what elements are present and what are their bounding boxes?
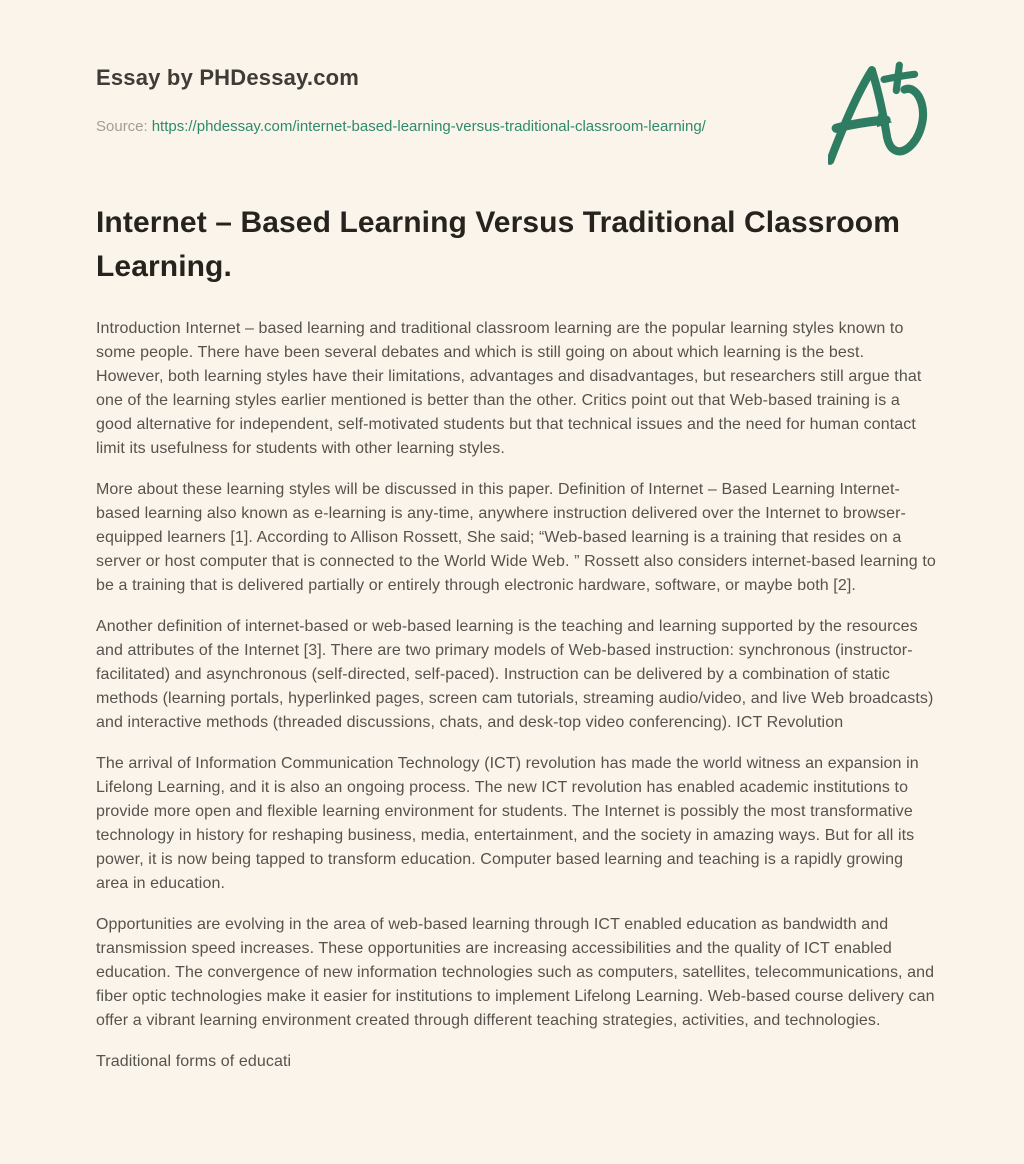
phdessay-logo: [828, 58, 932, 170]
essay-paragraph: Introduction Internet – based learning and traditional classroom learning are the popular learning styles known to some people. There have been several debates and which is still going on about which learning is the best. However, both learning styles have their limitations, advantages and disadvantages, but researchers still argue that one of the learning styles earlier mentioned is better than the other. Critics point out that Web-based training is a good alternative for independent, self-motivated students but that technical issues and the need for human contact limit its usefulness for students with other learning styles.: [96, 320, 922, 458]
essay-body: [96, 317, 936, 1074]
byline: Essay by PHDessay.com: [96, 65, 360, 90]
essay-title: Internet – Based Learning Versus Traditional Classroom Learning.: [96, 206, 900, 284]
essay-paragraph: Another definition of internet-based or web-based learning is the teaching and learning supported by the resources and attributes of the Internet [3]. There are two primary models of Web-based instruction: synchronous (instructor-facilitated) and asynchronous (self-directed, self-paced). Instruction can be delivered by a combination of static methods (learning portals, hyperlinked pages, screen cam tutorials, streaming audio/video, and live Web broadcasts) and interactive methods (threaded discussions, chats, and desk-top video conferencing). ICT Revolution: [96, 618, 934, 732]
essay-paragraph: More about these learning styles will be discussed in this paper. Definition of Internet – Based Learning Internet-based learning also known as e-learning is any-time, anywhere instruction delivered over the Internet to browser-equipped learners [1]. According to Allison Rossett, She said; “Web-based learning is a training that resides on a server or host computer that is connected to the World Wide Web. ” Rossett also considers internet-based learning to be a training that is delivered partially or entirely through electronic hardware, software, or maybe both [2].: [96, 481, 936, 595]
essay-paragraph: Opportunities are evolving in the area of web-based learning through ICT enabled education as bandwidth and transmission speed increases. These opportunities are increasing accessibilities and the quality of ICT enabled education. The convergence of new information technologies such as computers, satellites, telecommunications, and fiber optic technologies make it easier for institutions to implement Lifelong Learning. Web-based course delivery can offer a vibrant learning environment created through different teaching strategies, activities, and technologies.: [96, 916, 935, 1030]
essay-paragraph: The arrival of Information Communication Technology (ICT) revolution has made the world witness an expansion in Lifelong Learning, and it is also an ongoing process. The new ICT revolution has enabled academic institutions to provide more open and flexible learning environment for students. The Internet is possibly the most transformative technology in history for reshaping business, media, entertainment, and the society in amazing ways. But for all its power, it is now being tapped to transform education. Computer based learning and teaching is a rapidly growing area in education.: [96, 755, 919, 893]
source-line: [96, 114, 756, 139]
source-link[interactable]: https://phdessay.com/internet-based-learning-versus-traditional-classroom-learning/: [151, 118, 706, 136]
a-plus-swoosh-logo-icon: [828, 58, 932, 170]
source-label: Source:: [96, 118, 148, 136]
essay-paragraph-truncated: Traditional forms of educati: [96, 1053, 292, 1071]
